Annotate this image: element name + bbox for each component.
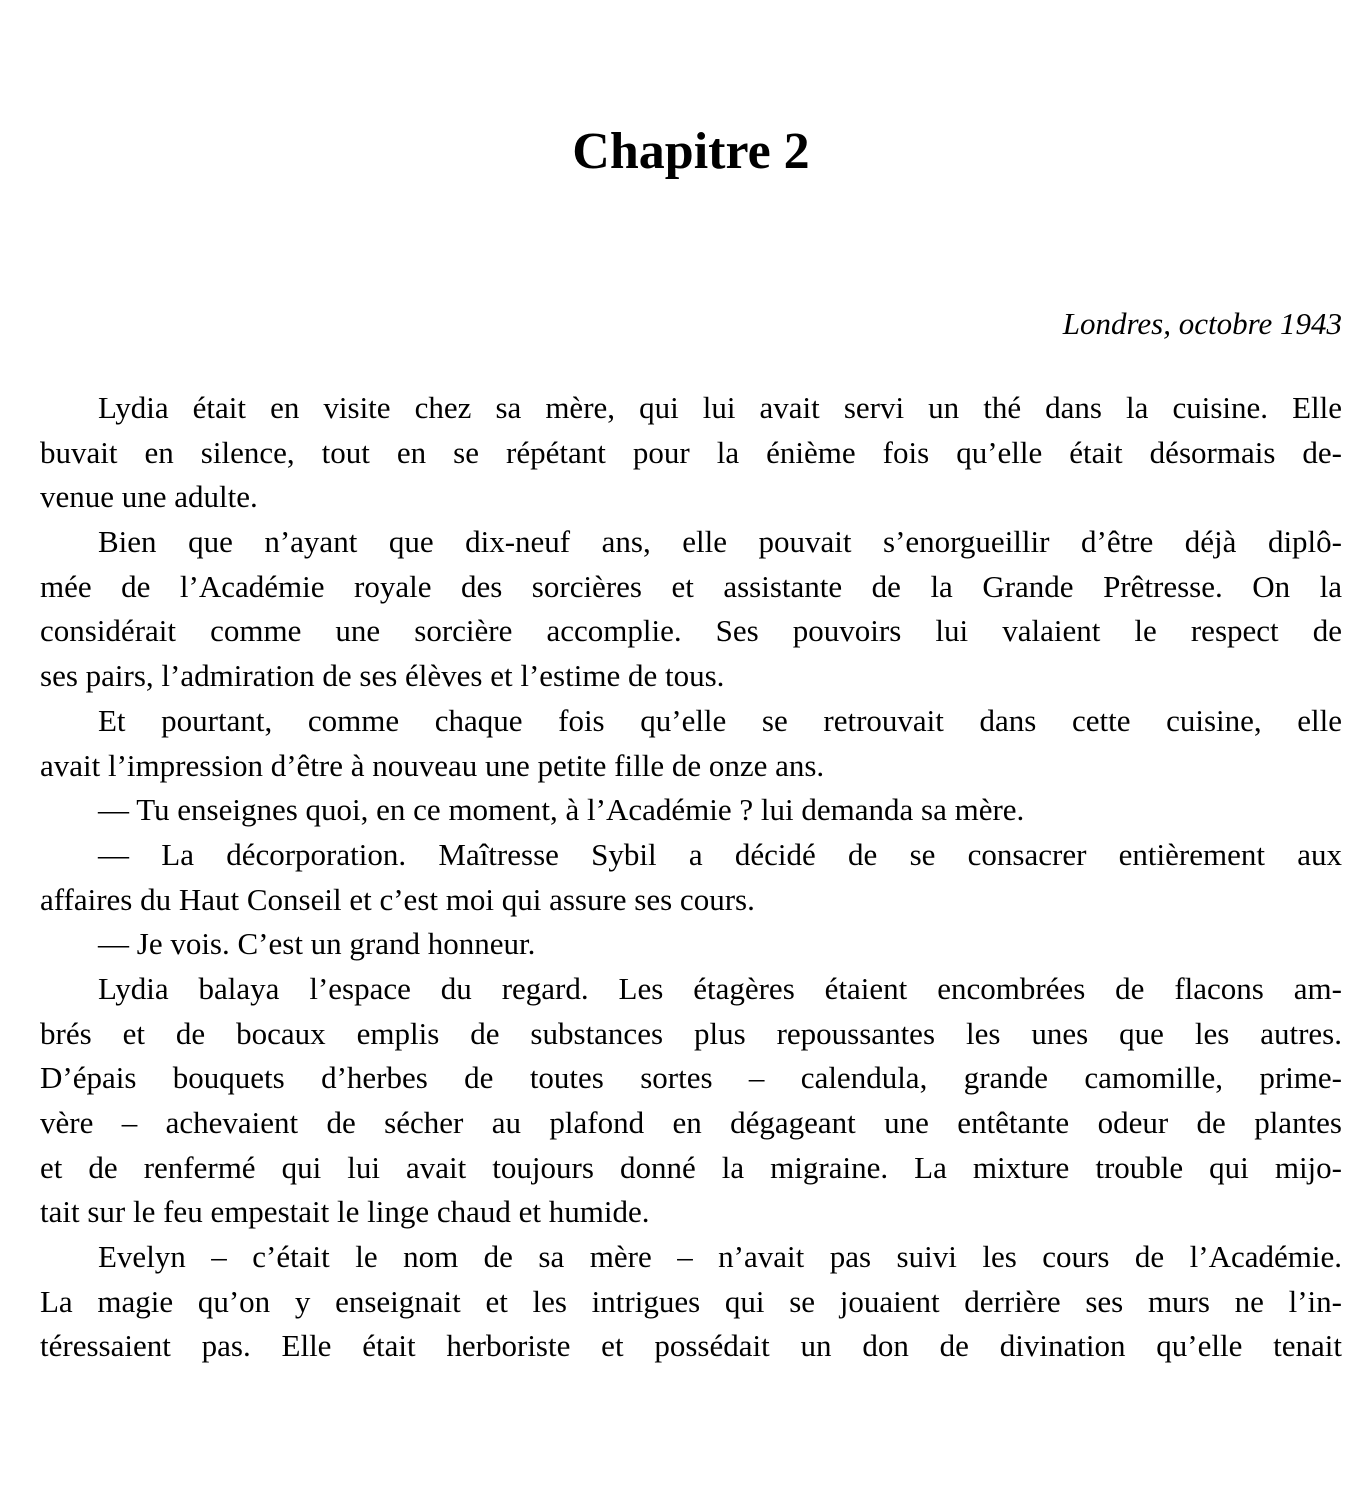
text-line: La magie qu’on y enseignait et les intrigues qui se jouaient derrière ses murs ne l’in-	[40, 1283, 1342, 1319]
paragraph-first-line: — Je vois. C’est un grand honneur.	[98, 926, 536, 962]
text-line: tait sur le feu empestait le linge chaud et humide.	[40, 1194, 650, 1230]
chapter-title: Chapitre 2	[572, 123, 810, 180]
text-line: mée de l’Académie royale des sorcières et assistante de la Grande Prêtresse. On la	[40, 568, 1342, 604]
text-line: vère – achevaient de sécher au plafond en dégageant une entêtante odeur de plantes	[40, 1105, 1342, 1140]
text-line: téressaient pas. Elle était herboriste et possédait un don de divination qu’elle tenait	[40, 1328, 1342, 1364]
text-line: et de renfermé qui lui avait toujours donné la migraine. La mixture trouble qui mijo-	[40, 1149, 1342, 1185]
dateline: Londres, octobre 1943	[1062, 306, 1342, 341]
paragraph-first-line: Lydia balaya l’espace du regard. Les étagères étaient encombrées de flacons am-	[98, 970, 1342, 1006]
chapter-body	[40, 386, 1342, 1369]
paragraph-first-line: Bien que n’ayant que dix-neuf ans, elle pouvait s’enorgueillir d’être déjà diplô-	[98, 524, 1342, 560]
paragraph-first-line: Evelyn – c’était le nom de sa mère – n’avait pas suivi les cours de l’Académie.	[98, 1239, 1342, 1275]
paragraph-first-line: — La décorporation. Maîtresse Sybil a décidé de se consacrer entièrement aux	[98, 836, 1342, 872]
text-line: D’épais bouquets d’herbes de toutes sortes – calendula, grande camomille, prime-	[40, 1060, 1342, 1096]
text-line: ses pairs, l’admiration de ses élèves et l’estime de tous.	[40, 658, 725, 694]
text-line: affaires du Haut Conseil et c’est moi qui assure ses cours.	[40, 881, 755, 917]
text-line: buvait en silence, tout en se répétant pour la énième fois qu’elle était désormais de-	[40, 434, 1342, 470]
paragraph-first-line: Lydia était en visite chez sa mère, qui lui avait servi un thé dans la cuisine. Elle	[98, 390, 1342, 425]
paragraph-first-line: — Tu enseignes quoi, en ce moment, à l’Académie ? lui demanda sa mère.	[98, 792, 1025, 828]
paragraph-first-line: Et pourtant, comme chaque fois qu’elle se retrouvait dans cette cuisine, elle	[98, 702, 1342, 738]
text-line: venue une adulte.	[40, 479, 258, 515]
text-line: considérait comme une sorcière accomplie. Ses pouvoirs lui valaient le respect de	[40, 613, 1342, 649]
text-line: avait l’impression d’être à nouveau une petite fille de onze ans.	[40, 747, 825, 783]
text-line: brés et de bocaux emplis de substances plus repoussantes les unes que les autres.	[40, 1015, 1342, 1051]
